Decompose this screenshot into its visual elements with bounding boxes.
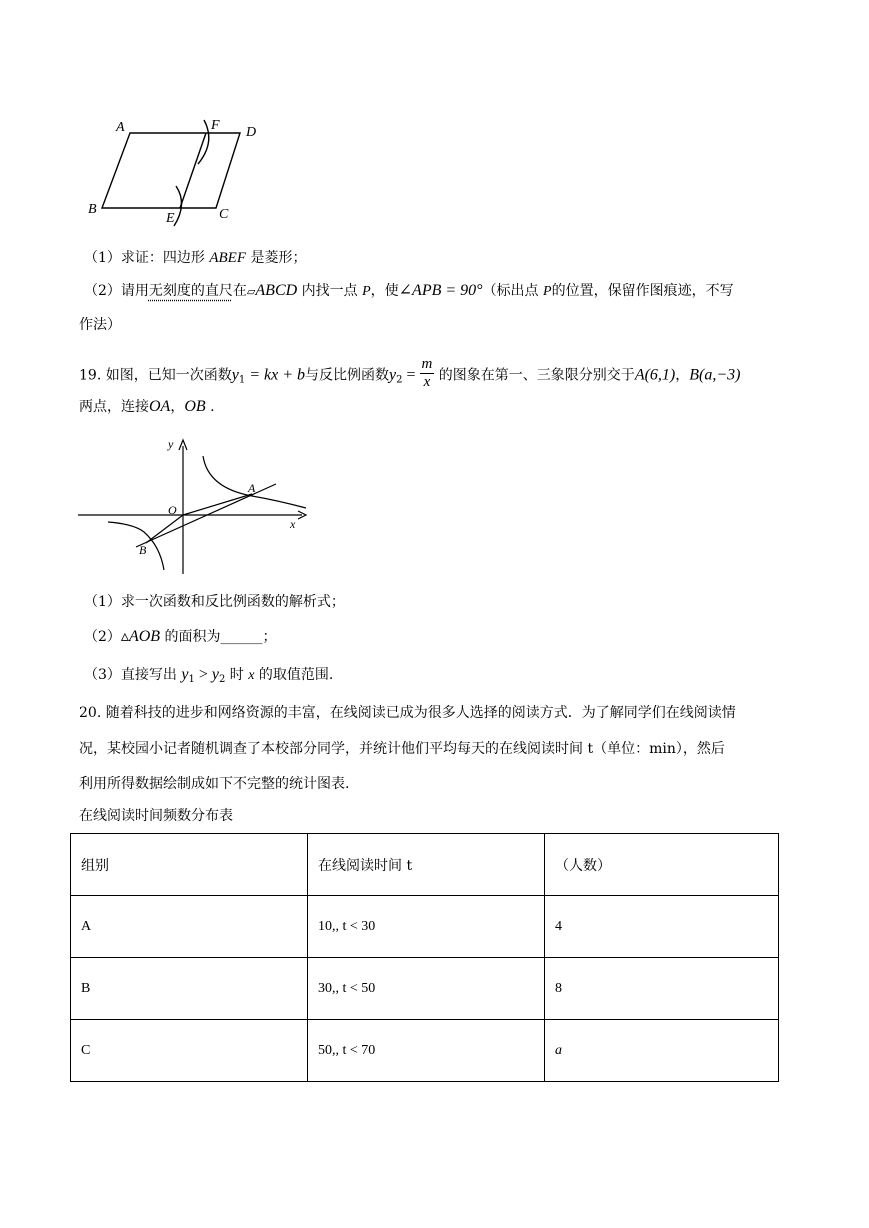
cell-count: a: [545, 1020, 779, 1082]
label-x: x: [290, 517, 296, 531]
table-row: [71, 958, 779, 1020]
q19-part3: （3）直接写出 $y_1 > y_2$ 时 x 的取值范围.: [84, 666, 334, 685]
label-o: O: [168, 503, 177, 517]
q19-stem-line1: 19. 如图，已知一次函数$y_1$ = kx + b与反比例函数$y_2$ = $\frac{m}{x}$ 的图象在第一、三象限分别交于A(6,1)，B(a,−3): [79, 356, 741, 390]
label-b: B: [88, 202, 97, 217]
q18-part1: （1）求证：四边形 ABEF 是菱形；: [84, 250, 307, 266]
label-a: A: [248, 481, 256, 495]
table-row: [71, 896, 779, 958]
q18-part2: （2）请用无刻度的直尺在▱ABCD 内找一点 P，使∠APB = 90°（标出点 P的位置，保留作图痕迹，不写: [84, 282, 734, 299]
q18-part2-cont: 作法）: [79, 317, 121, 333]
q20-stem-line1: 20. 随着科技的进步和网络资源的丰富，在线阅读已成为很多人选择的阅读方式．为了解同学们在线阅读情: [79, 705, 736, 721]
function-graph-figure: [76, 436, 308, 576]
cell-group: C: [71, 1020, 308, 1082]
header-count: （人数）: [545, 834, 779, 896]
label-a: A: [116, 120, 125, 135]
cell-group: A: [71, 896, 308, 958]
fraction-m-over-x: $\frac{m}{x}$: [421, 356, 433, 390]
cell-time: 30,, t < 50: [308, 958, 545, 1020]
q19-stem-line2: 两点，连接OA，OB .: [79, 398, 215, 415]
parallelogram-figure: [80, 112, 270, 230]
label-f: F: [211, 118, 220, 133]
table-title: 在线阅读时间频数分布表: [79, 808, 233, 824]
q20-stem-line3: 利用所得数据绘制成如下不完整的统计图表.: [79, 776, 350, 792]
cell-time: 10,, t < 30: [308, 896, 545, 958]
q20-stem-line2: 况，某校园小记者随机调查了本校部分同学，并统计他们平均每天的在线阅读时间 t（单位：min），然后: [79, 741, 725, 757]
cell-time: 50,, t < 70: [308, 1020, 545, 1082]
cell-count: 8: [545, 958, 779, 1020]
q19-part2: （2）▵AOB 的面积为______；: [84, 628, 277, 645]
label-e: E: [166, 211, 175, 226]
cell-group: B: [71, 958, 308, 1020]
header-time: 在线阅读时间 t: [308, 834, 545, 896]
label-b: B: [139, 543, 147, 557]
segment-fe: [180, 133, 206, 208]
table-header-row: [71, 834, 779, 896]
label-c: C: [219, 207, 229, 222]
hyperbola-branch-2: [108, 522, 164, 570]
cell-count: 4: [545, 896, 779, 958]
label-d: D: [246, 125, 257, 140]
table-row: [71, 1020, 779, 1082]
parallelogram-abcd: [102, 133, 240, 208]
label-y: y: [168, 437, 174, 451]
frequency-table: [70, 833, 779, 1082]
header-group: 组别: [71, 834, 308, 896]
q19-part1: （1）求一次函数和反比例函数的解析式；: [84, 594, 345, 610]
segment-oa: [183, 494, 252, 515]
